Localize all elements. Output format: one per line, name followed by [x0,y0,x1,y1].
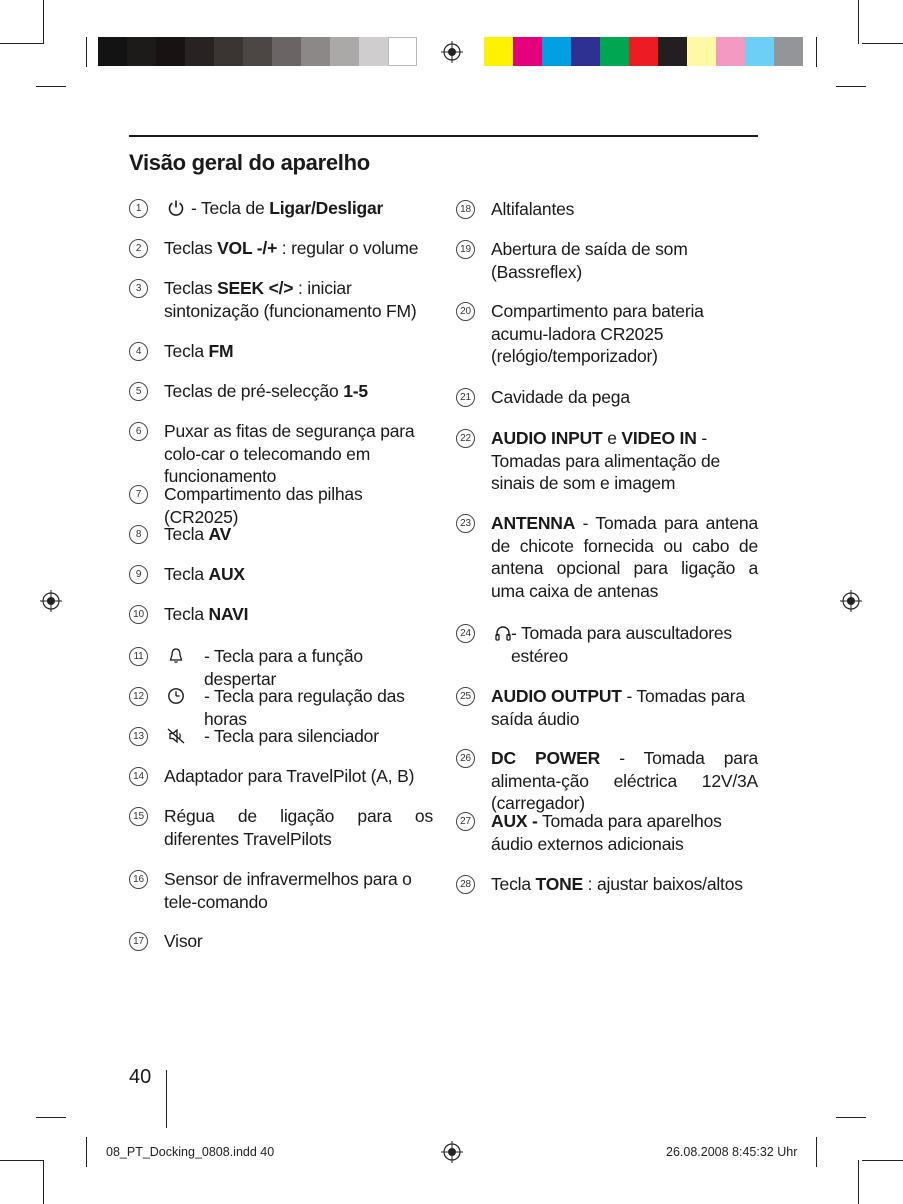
color-swatch [513,37,542,66]
item-text-part: Altifalantes [491,199,575,219]
item-text-part: Compartimento das pilhas (CR2025) [164,484,363,527]
crop-mark [36,86,66,87]
crop-mark [836,1117,866,1118]
footer-file-info: 08_PT_Docking_0808.indd 40 [106,1145,275,1159]
color-swatch [745,37,774,66]
item-text-part: Tecla [164,524,209,544]
item-text-part: Tecla [164,341,209,361]
color-swatch [571,37,600,66]
item-text-part: Adaptador para TravelPilot (A, B) [164,766,415,786]
crop-mark [86,37,87,67]
item-text [491,685,758,730]
registration-mark-icon [441,41,463,63]
item-number-badge: 4 [129,342,148,361]
registration-mark-icon [441,1141,463,1163]
bold-term: DC POWER [491,748,601,768]
item-text-part: : iniciar sintonização (funcionamento FM) [164,278,417,321]
item-text-part: - Tomadas para saída áudio [491,686,745,729]
color-swatch [542,37,571,66]
item-text-part: - Tecla para regulação das horas [204,686,405,729]
bold-term: SEEK </> [217,278,294,298]
item-text-part: - Tomada para antena de chicote fornecida ou cabo de antena opcional para ligação a uma caixa de antenas [491,513,758,601]
item-text [164,930,433,953]
fold-line [166,1070,167,1128]
item-text [164,563,433,586]
registration-mark-icon [40,590,62,612]
color-swatch [272,37,301,66]
item-number-badge: 17 [129,932,148,951]
item-text [191,197,433,220]
item-text-part: Abertura de saída de som (Bassreflex) [491,239,688,282]
crop-mark [836,86,866,87]
color-swatch [156,37,185,66]
item-text-part: Visor [164,931,203,951]
item-text [491,873,758,896]
item-number-badge: 24 [456,624,475,643]
item-number-badge: 26 [456,749,475,768]
color-swatch [98,37,127,66]
item-number-badge: 7 [129,485,148,504]
item-number-badge: 22 [456,429,475,448]
item-text-part: Tecla [491,874,536,894]
bold-term: AV [208,524,232,544]
crop-mark [86,1137,87,1167]
header-rule [129,135,758,137]
color-swatch [359,37,388,66]
item-text-part: : regular o volume [277,238,419,258]
color-swatch [716,37,745,66]
item-text [204,645,433,690]
crop-mark [43,0,44,44]
bold-term: AUDIO INPUT [491,428,603,448]
item-text [164,340,433,363]
bold-term: AUDIO OUTPUT [491,686,622,706]
item-number-badge: 23 [456,514,475,533]
item-text [164,380,433,403]
bold-term: Ligar/Desligar [269,198,384,218]
color-swatch [185,37,214,66]
item-text [164,868,433,913]
item-text-part: Teclas de pré-selecção [164,381,344,401]
color-swatch [658,37,687,66]
crop-mark [0,1160,44,1161]
item-text [164,420,433,488]
item-number-badge: 13 [129,727,148,746]
item-text [164,805,433,850]
item-text [491,747,758,815]
color-swatch [687,37,716,66]
bold-term: VOL -/+ [217,238,278,258]
bold-term: AUX [208,564,245,584]
item-text-part: Puxar as fitas de segurança para colo-car o telecomando em funcionamento [164,421,415,486]
color-swatch [127,37,156,66]
crop-mark [816,1137,817,1167]
item-text [491,300,758,368]
item-text [164,765,433,788]
crop-mark [862,1160,903,1161]
crop-mark [816,37,817,67]
bold-term: AUX - [491,811,538,831]
mute-icon [166,726,186,746]
item-number-badge: 6 [129,422,148,441]
color-swatch [629,37,658,66]
item-number-badge: 11 [129,647,148,666]
item-text [164,277,433,322]
item-text-part: Tecla [164,604,209,624]
item-number-badge: 2 [129,239,148,258]
crop-mark [858,0,859,44]
crop-mark [862,43,903,44]
item-number-badge: 12 [129,687,148,706]
item-number-badge: 15 [129,807,148,826]
color-swatch [330,37,359,66]
bold-term: TONE [535,874,584,894]
item-text-part: Tecla [164,564,209,584]
item-number-badge: 1 [129,199,148,218]
item-text [491,198,758,221]
grayscale-bar [98,37,417,66]
item-text-part: Teclas [164,278,218,298]
item-text-part: Teclas [164,238,218,258]
item-text [511,622,758,667]
item-number-badge: 14 [129,767,148,786]
item-text-part: Compartimento para bateria acumu-ladora CR2025 (relógio/temporizador) [491,301,704,366]
color-swatch [214,37,243,66]
footer-timestamp: 26.08.2008 8:45:32 Uhr [666,1145,798,1159]
bold-term: VIDEO IN [621,428,697,448]
item-text-part: - Tecla para silenciador [204,726,379,746]
item-number-badge: 3 [129,279,148,298]
item-text [491,386,758,409]
color-bar [484,37,803,66]
color-swatch [484,37,513,66]
color-swatch [301,37,330,66]
headphones-icon [493,623,513,643]
color-swatch [600,37,629,66]
item-text-part: Cavidade da pega [491,387,630,407]
page-title: Visão geral do aparelho [129,150,370,175]
item-number-badge: 25 [456,687,475,706]
item-text [164,523,433,546]
clock-icon [166,686,186,706]
item-number-badge: 20 [456,302,475,321]
item-number-badge: 21 [456,388,475,407]
bold-term: 1-5 [343,381,368,401]
item-text-part: - Tomada para auscultadores estéreo [511,623,732,666]
item-text-part: : ajustar baixos/altos [583,874,743,894]
item-text-part: Sensor de infravermelhos para o tele-comando [164,869,412,912]
item-number-badge: 9 [129,565,148,584]
item-text-part: - Tecla de [191,198,270,218]
item-text [204,725,433,748]
item-number-badge: 27 [456,812,475,831]
color-swatch [243,37,272,66]
item-number-badge: 28 [456,875,475,894]
crop-mark [36,1117,66,1118]
item-text-part: e [602,428,622,448]
item-number-badge: 5 [129,382,148,401]
item-text-part: - Tecla para a função despertar [204,646,363,689]
item-number-badge: 16 [129,870,148,889]
item-number-badge: 8 [129,525,148,544]
item-number-badge: 19 [456,240,475,259]
item-text [164,603,433,626]
bold-term: ANTENNA [491,513,576,533]
item-text-part: - Tomadas para alimentação de sinais de som e imagem [491,428,721,493]
bold-term: FM [208,341,234,361]
page-number: 40 [129,1066,152,1088]
crop-mark [0,43,44,44]
color-swatch [388,37,417,66]
item-number-badge: 10 [129,605,148,624]
item-text [491,810,758,855]
registration-mark-icon [840,590,862,612]
item-text [491,238,758,283]
item-text-part: - Tomada para alimenta-ção eléctrica 12V/3A (carregador) [491,748,758,813]
color-swatch [774,37,803,66]
item-text-part: Régua de ligação para os diferentes TravelPilots [164,806,433,849]
crop-mark [858,1160,859,1204]
item-text [204,685,433,730]
item-text [164,483,433,528]
bold-term: NAVI [208,604,249,624]
item-text [491,427,758,495]
bell-icon [166,646,186,666]
crop-mark [43,1160,44,1204]
item-text [164,237,433,260]
power-icon [166,198,186,218]
item-text-part: Tomada para aparelhos áudio externos adicionais [491,811,722,854]
item-text [491,512,758,602]
item-number-badge: 18 [456,200,475,219]
